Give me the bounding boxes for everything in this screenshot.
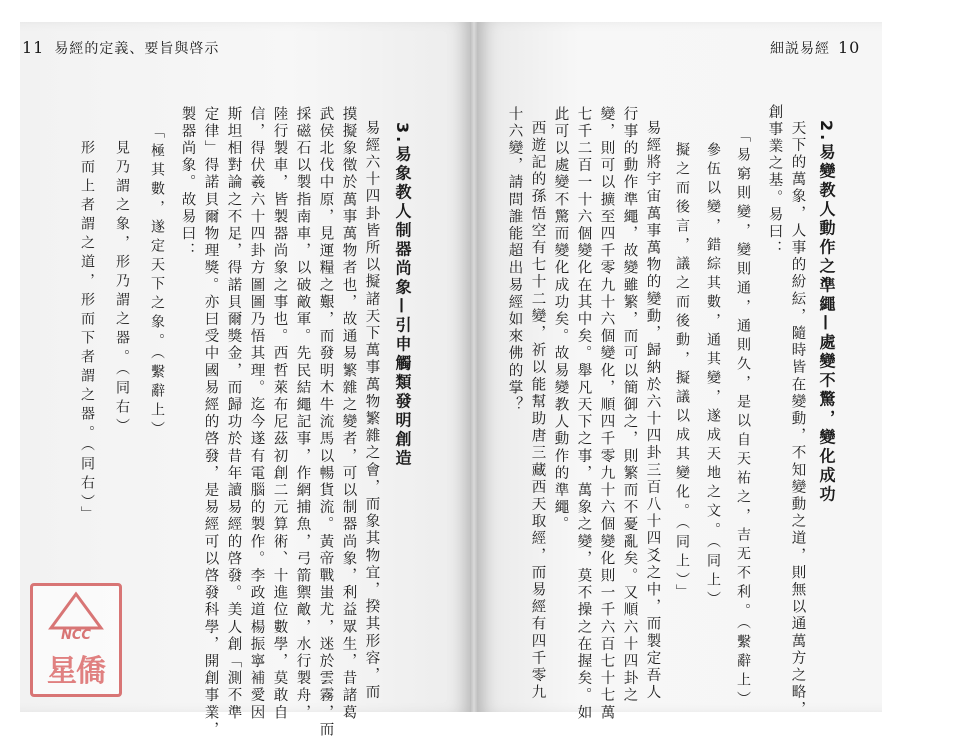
right-page-header bbox=[770, 38, 860, 58]
right-intro-line: 天下的萬象，人事的紛紜，隨時皆在變動，不知變動之道，則無以通萬方之略， bbox=[789, 120, 806, 719]
right-body-line: 西遊記的孫悟空有七十二變，祈以能幫助唐三藏西天取經，而易經有四千零九 bbox=[529, 120, 546, 702]
left-body-line: 採磁石以製指南車，以破敵軍。先民結繩記事，作網捕魚，弓箭禦敵，水行製舟， bbox=[294, 106, 311, 722]
left-quote-line: 形而上者謂之道，形而下者謂之器。（同右）」 bbox=[79, 140, 95, 525]
right-body-line: 變，則可以擴至四千零九十六個變化，順四千零九十六個變化則一千六百七十七萬 bbox=[598, 106, 615, 722]
left-running-title: 易經的定義、要旨與啓示 bbox=[54, 41, 220, 57]
left-page-number: 11 bbox=[22, 38, 45, 57]
left-body-line: 製器尚象。故易曰： bbox=[179, 106, 196, 260]
stamp-name: 星僑 bbox=[47, 654, 105, 689]
left-body-line: 定律」得諾貝爾物理獎。亦曰受中國易經的啓發，是易經可以啓發科學，開創事業， bbox=[202, 106, 219, 739]
right-body-line: 行事的動作準繩，故變雖繁，而可以簡御之，則繁而不憂亂矣。又順六十四卦之 bbox=[621, 106, 638, 705]
right-body-line: 十六變，請問誰能超出易經如來佛的掌？ bbox=[506, 106, 523, 414]
right-running-title: 細説易經 bbox=[770, 41, 830, 57]
right-page-number: 10 bbox=[838, 38, 861, 57]
right-quote-line: 參伍以變，錯綜其數，通其變，遂成天地之文。（同上） bbox=[705, 142, 721, 610]
right-body-line: 七千二百一十六個變化在其中矣。舉凡天下之事，萬象之變，莫不操之在握矣。如 bbox=[575, 106, 592, 722]
right-intro-line: 創事業之基。易曰： bbox=[766, 104, 783, 258]
book-gutter bbox=[470, 22, 478, 712]
right-quote-line: 「易窮則變，變則通，通則久，是以自天祐之，吉无不利。（繫辭上） bbox=[735, 128, 751, 710]
left-page-header bbox=[22, 38, 219, 58]
right-section-heading: 2.易變教人動作之準繩—處變不驚，變化成功 bbox=[817, 120, 836, 505]
left-body-line: 易經六十四卦皆所以擬諸天下萬事萬物繁雜之會，而象其物宜，揆其形容，而 bbox=[363, 120, 380, 702]
left-quote-line: 見乃謂之象，形乃謂之器。（同右） bbox=[114, 140, 130, 437]
stamp-label: NCC bbox=[61, 628, 91, 643]
left-section-heading: 3.易象教人制器尚象—引申觸類發明創造 bbox=[393, 122, 412, 469]
left-body-line: 陸行製車，皆製器尚象之事也。西哲萊布尼茲初創二元算術、十進位數學，莫敢自 bbox=[271, 106, 288, 722]
left-quote-line: 「極其數，遂定天下之象。（繫辭上） bbox=[149, 124, 165, 440]
right-body-line: 此可以處變不驚而變化成功矣。故易變教人動作的準繩。 bbox=[552, 106, 569, 534]
left-body-line: 武侯北伐中原，見運糧之艱，而發明木牛流馬以暢貨流。黃帝戰蚩尤，迷於雲霧，而 bbox=[317, 106, 334, 739]
left-body-line: 信，得伏羲六十四卦方圖圖乃悟其理。迄今遂有電腦的製作。李政道楊振寧補愛因 bbox=[248, 106, 265, 722]
watermark-stamp bbox=[30, 583, 122, 697]
left-body-line: 斯坦相對論之不足，得諾貝爾獎金，而歸功於昔年讀易經的啓發。美人創「測不準 bbox=[225, 106, 242, 722]
right-quote-line: 擬之而後言，議之而後動，擬議以成其變化。（同上）」 bbox=[674, 142, 690, 603]
left-body-line: 摸擬象徵於萬事萬物者也，故通易繁雜之變者，可以制器尚象，利益眾生，昔諸葛 bbox=[340, 106, 357, 722]
right-margin bbox=[884, 0, 960, 720]
right-body-line: 易經將宇宙萬事萬物的變動，歸納於六十四卦三百八十四爻之中，而製定吾人 bbox=[644, 120, 661, 702]
